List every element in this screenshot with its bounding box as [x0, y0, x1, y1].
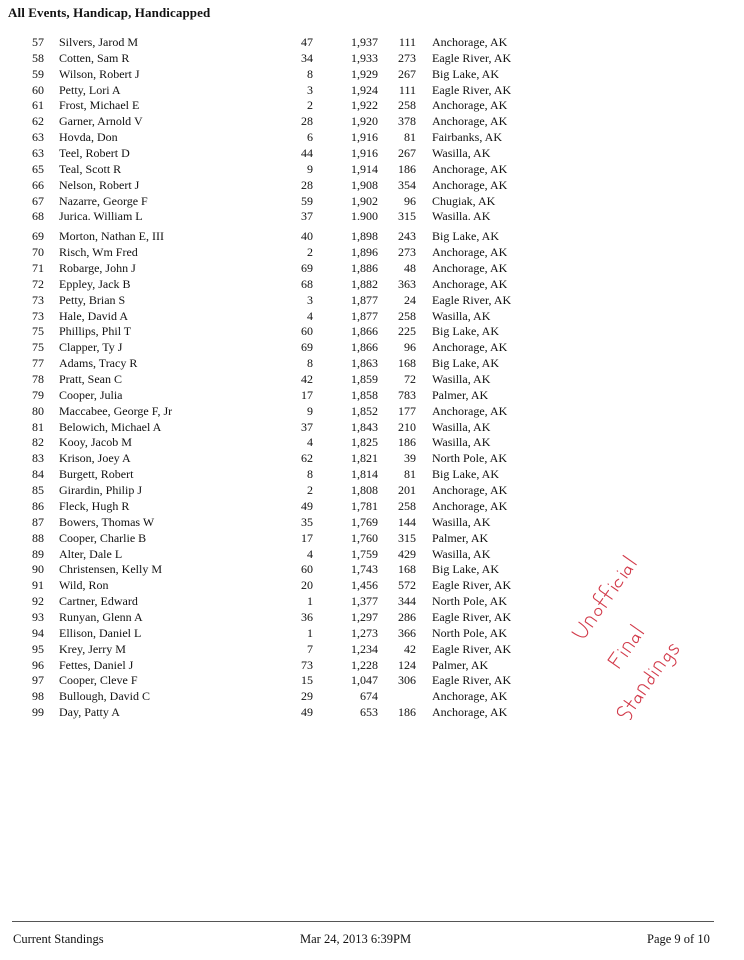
pins-cell: 1,859: [351, 372, 378, 387]
games-cell: 15: [301, 673, 313, 688]
pins-cell: 1,273: [351, 625, 378, 640]
games-cell: 60: [301, 562, 313, 577]
rank-cell: 87: [32, 514, 44, 529]
table-row: [0, 340, 744, 356]
table-row: [0, 467, 744, 483]
table-row: [0, 404, 744, 420]
hcp-cell: 267: [398, 146, 416, 161]
hcp-cell: 378: [398, 114, 416, 129]
name-cell: Hale, David A: [59, 308, 128, 323]
hcp-cell: 186: [398, 705, 416, 720]
pins-cell: 1,759: [351, 546, 378, 561]
hcp-cell: 39: [404, 451, 416, 466]
city-cell: Wasilla, AK: [432, 372, 491, 387]
city-cell: North Pole, AK: [432, 625, 507, 640]
games-cell: 9: [307, 403, 313, 418]
rank-cell: 63: [32, 146, 44, 161]
pins-cell: 1,916: [351, 130, 378, 145]
table-row: [0, 98, 744, 114]
city-cell: Eagle River, AK: [432, 641, 512, 656]
games-cell: 2: [307, 245, 313, 260]
table-row: [0, 324, 744, 340]
table-row: [0, 293, 744, 309]
name-cell: Nazarre, George F: [59, 193, 148, 208]
city-cell: Big Lake, AK: [432, 324, 499, 339]
name-cell: Krison, Joey A: [59, 451, 131, 466]
hcp-cell: 168: [398, 562, 416, 577]
city-cell: Wasilla. AK: [432, 209, 491, 224]
games-cell: 44: [301, 146, 313, 161]
city-cell: Wasilla, AK: [432, 546, 491, 561]
city-cell: Big Lake, AK: [432, 229, 499, 244]
name-cell: Belowich, Michael A: [59, 419, 162, 434]
games-cell: 1: [307, 625, 313, 640]
rank-cell: 57: [32, 35, 44, 49]
city-cell: Eagle River, AK: [432, 578, 512, 593]
hcp-cell: 81: [404, 130, 416, 145]
hcp-cell: 306: [398, 673, 416, 688]
name-cell: Petty, Lori A: [59, 82, 121, 97]
name-cell: Kooy, Jacob M: [59, 435, 132, 450]
rank-cell: 72: [32, 276, 44, 291]
hcp-cell: 144: [398, 514, 416, 529]
pins-cell: 1,808: [351, 483, 378, 498]
rank-cell: 93: [32, 609, 44, 624]
hcp-cell: 344: [398, 594, 416, 609]
pins-cell: 653: [360, 705, 378, 720]
name-cell: Petty, Brian S: [59, 292, 126, 307]
table-row: [0, 229, 744, 245]
rank-cell: 73: [32, 292, 44, 307]
city-cell: Anchorage, AK: [432, 340, 508, 355]
hcp-cell: 168: [398, 356, 416, 371]
pins-cell: 1,877: [351, 292, 378, 307]
games-cell: 29: [301, 689, 313, 704]
games-cell: 34: [301, 50, 313, 65]
hcp-cell: 273: [398, 50, 416, 65]
pins-cell: 674: [360, 689, 378, 704]
games-cell: 69: [301, 261, 313, 276]
name-cell: Robarge, John J: [59, 261, 136, 276]
footer-divider: [12, 921, 714, 922]
hcp-cell: 96: [404, 193, 416, 208]
handwritten-note: [568, 540, 718, 720]
rank-cell: 86: [32, 498, 44, 513]
table-row: [0, 420, 744, 436]
pins-cell: 1.900: [351, 209, 378, 224]
rank-cell: 73: [32, 308, 44, 323]
pins-cell: 1,886: [351, 261, 378, 276]
games-cell: 40: [301, 229, 313, 244]
table-row: [0, 209, 744, 225]
pins-cell: 1,866: [351, 324, 378, 339]
hcp-cell: 315: [398, 530, 416, 545]
pins-cell: 1,769: [351, 514, 378, 529]
name-cell: Cartner, Edward: [59, 594, 138, 609]
rank-cell: 85: [32, 483, 44, 498]
hcp-cell: 42: [404, 641, 416, 656]
rank-cell: 66: [32, 177, 44, 192]
hcp-cell: 225: [398, 324, 416, 339]
name-cell: Bowers, Thomas W: [59, 514, 155, 529]
table-row: [0, 83, 744, 99]
city-cell: Anchorage, AK: [432, 483, 508, 498]
rank-cell: 75: [32, 340, 44, 355]
hcp-cell: 210: [398, 419, 416, 434]
pins-cell: 1,228: [351, 657, 378, 672]
city-cell: Big Lake, AK: [432, 356, 499, 371]
games-cell: 47: [301, 35, 313, 49]
name-cell: Wild, Ron: [59, 578, 109, 593]
rank-cell: 78: [32, 372, 44, 387]
city-cell: Anchorage, AK: [432, 114, 508, 129]
name-cell: Jurica. William L: [59, 209, 143, 224]
rank-cell: 99: [32, 705, 44, 720]
table-row: [0, 178, 744, 194]
table-row: [0, 130, 744, 146]
games-cell: 60: [301, 324, 313, 339]
city-cell: Chugiak, AK: [432, 193, 496, 208]
rank-cell: 90: [32, 562, 44, 577]
games-cell: 1: [307, 594, 313, 609]
hcp-cell: 429: [398, 546, 416, 561]
hcp-cell: 258: [398, 308, 416, 323]
pins-cell: 1,047: [351, 673, 378, 688]
table-row: [0, 499, 744, 515]
rank-cell: 81: [32, 419, 44, 434]
games-cell: 7: [307, 641, 313, 656]
pins-cell: 1,456: [351, 578, 378, 593]
table-row: [0, 515, 744, 531]
games-cell: 36: [301, 609, 313, 624]
rank-cell: 84: [32, 467, 44, 482]
city-cell: Anchorage, AK: [432, 403, 508, 418]
name-cell: Frost, Michael E: [59, 98, 140, 113]
city-cell: Eagle River, AK: [432, 673, 512, 688]
rank-cell: 80: [32, 403, 44, 418]
table-row: [0, 114, 744, 130]
games-cell: 8: [307, 467, 313, 482]
games-cell: 4: [307, 435, 313, 450]
hcp-cell: 273: [398, 245, 416, 260]
table-row: [0, 194, 744, 210]
rank-cell: 61: [32, 98, 44, 113]
name-cell: Runyan, Glenn A: [59, 609, 143, 624]
hcp-cell: 258: [398, 98, 416, 113]
rank-cell: 63: [32, 130, 44, 145]
games-cell: 28: [301, 177, 313, 192]
city-cell: Wasilla, AK: [432, 419, 491, 434]
name-cell: Risch, Wm Fred: [59, 245, 138, 260]
hcp-cell: 72: [404, 372, 416, 387]
table-row: [0, 309, 744, 325]
games-cell: 28: [301, 114, 313, 129]
pins-cell: 1,914: [351, 161, 378, 176]
hcp-cell: 363: [398, 276, 416, 291]
games-cell: 4: [307, 308, 313, 323]
games-cell: 49: [301, 705, 313, 720]
city-cell: Anchorage, AK: [432, 245, 508, 260]
name-cell: Wilson, Robert J: [59, 66, 140, 81]
table-row: [0, 277, 744, 293]
hcp-cell: 186: [398, 435, 416, 450]
games-cell: 6: [307, 130, 313, 145]
city-cell: Anchorage, AK: [432, 705, 508, 720]
name-cell: Fettes, Daniel J: [59, 657, 134, 672]
city-cell: Eagle River, AK: [432, 82, 512, 97]
name-cell: Bullough, David C: [59, 689, 151, 704]
pins-cell: 1,882: [351, 276, 378, 291]
pins-cell: 1,814: [351, 467, 378, 482]
hcp-cell: 48: [404, 261, 416, 276]
games-cell: 37: [301, 209, 313, 224]
name-cell: Eppley, Jack B: [59, 276, 131, 291]
rank-cell: 77: [32, 356, 44, 371]
games-cell: 73: [301, 657, 313, 672]
hcp-cell: 243: [398, 229, 416, 244]
name-cell: Cooper, Cleve F: [59, 673, 138, 688]
hcp-cell: 258: [398, 498, 416, 513]
name-cell: Ellison, Daniel L: [59, 625, 142, 640]
table-row: [0, 146, 744, 162]
rank-cell: 82: [32, 435, 44, 450]
games-cell: 49: [301, 498, 313, 513]
city-cell: Wasilla, AK: [432, 514, 491, 529]
name-cell: Silvers, Jarod M: [59, 35, 138, 49]
hcp-cell: 286: [398, 609, 416, 624]
pins-cell: 1,234: [351, 641, 378, 656]
rank-cell: 60: [32, 82, 44, 97]
city-cell: Palmer, AK: [432, 387, 489, 402]
table-row: [0, 372, 744, 388]
city-cell: Anchorage, AK: [432, 35, 508, 49]
games-cell: 42: [301, 372, 313, 387]
table-row: [0, 261, 744, 277]
games-cell: 37: [301, 419, 313, 434]
pins-cell: 1,760: [351, 530, 378, 545]
rank-cell: 68: [32, 209, 44, 224]
rank-cell: 91: [32, 578, 44, 593]
pins-cell: 1,743: [351, 562, 378, 577]
name-cell: Krey, Jerry M: [59, 641, 126, 656]
table-row: [0, 245, 744, 261]
pins-cell: 1,922: [351, 98, 378, 113]
name-cell: Burgett, Robert: [59, 467, 134, 482]
city-cell: Anchorage, AK: [432, 161, 508, 176]
hcp-cell: 783: [398, 387, 416, 402]
footer-left: Current Standings: [13, 932, 104, 946]
hcp-cell: 354: [398, 177, 416, 192]
table-row: [0, 435, 744, 451]
city-cell: Wasilla, AK: [432, 146, 491, 161]
games-cell: 9: [307, 161, 313, 176]
hcp-cell: 366: [398, 625, 416, 640]
games-cell: 69: [301, 340, 313, 355]
name-cell: Fleck, Hugh R: [59, 498, 130, 513]
games-cell: 2: [307, 98, 313, 113]
pins-cell: 1,821: [351, 451, 378, 466]
name-cell: Adams, Tracy R: [59, 356, 138, 371]
pins-cell: 1,843: [351, 419, 378, 434]
games-cell: 3: [307, 292, 313, 307]
rank-cell: 98: [32, 689, 44, 704]
pins-cell: 1,933: [351, 50, 378, 65]
rank-cell: 88: [32, 530, 44, 545]
city-cell: Palmer, AK: [432, 530, 489, 545]
name-cell: Cooper, Julia: [59, 387, 123, 402]
table-row: [0, 356, 744, 372]
rank-cell: 89: [32, 546, 44, 561]
pins-cell: 1,852: [351, 403, 378, 418]
table-row: [0, 51, 744, 67]
city-cell: North Pole, AK: [432, 594, 507, 609]
hcp-cell: 124: [398, 657, 416, 672]
city-cell: Anchorage, AK: [432, 261, 508, 276]
rank-cell: 75: [32, 324, 44, 339]
pins-cell: 1,858: [351, 387, 378, 402]
name-cell: Cotten, Sam R: [59, 50, 130, 65]
name-cell: Day, Patty A: [59, 705, 120, 720]
hcp-cell: 81: [404, 467, 416, 482]
hcp-cell: 572: [398, 578, 416, 593]
pins-cell: 1,896: [351, 245, 378, 260]
city-cell: Anchorage, AK: [432, 177, 508, 192]
rank-cell: 96: [32, 657, 44, 672]
pins-cell: 1,902: [351, 193, 378, 208]
games-cell: 8: [307, 356, 313, 371]
name-cell: Pratt, Sean C: [59, 372, 122, 387]
pins-cell: 1,297: [351, 609, 378, 624]
hcp-cell: 201: [398, 483, 416, 498]
city-cell: Eagle River, AK: [432, 50, 512, 65]
footer-date: Mar 24, 2013 6:39PM: [300, 932, 412, 946]
name-cell: Morton, Nathan E, III: [59, 229, 164, 244]
city-cell: Big Lake, AK: [432, 467, 499, 482]
hcp-cell: 267: [398, 66, 416, 81]
rank-cell: 79: [32, 387, 44, 402]
city-cell: Wasilla, AK: [432, 435, 491, 450]
city-cell: Big Lake, AK: [432, 562, 499, 577]
rank-cell: 62: [32, 114, 44, 129]
pins-cell: 1,898: [351, 229, 378, 244]
rank-cell: 58: [32, 50, 44, 65]
pins-cell: 1,877: [351, 308, 378, 323]
name-cell: Teal, Scott R: [59, 161, 122, 176]
pins-cell: 1,866: [351, 340, 378, 355]
games-cell: 68: [301, 276, 313, 291]
rank-cell: 59: [32, 66, 44, 81]
rank-cell: 83: [32, 451, 44, 466]
city-cell: Wasilla, AK: [432, 308, 491, 323]
rank-cell: 69: [32, 229, 44, 244]
hcp-cell: 315: [398, 209, 416, 224]
name-cell: Teel, Robert D: [59, 146, 130, 161]
hcp-cell: 111: [398, 35, 416, 49]
city-cell: Eagle River, AK: [432, 292, 512, 307]
table-row: [0, 67, 744, 83]
name-cell: Garner, Arnold V: [59, 114, 143, 129]
rank-cell: 97: [32, 673, 44, 688]
rank-cell: 95: [32, 641, 44, 656]
hcp-cell: 177: [398, 403, 416, 418]
rank-cell: 70: [32, 245, 44, 260]
name-cell: Clapper, Ty J: [59, 340, 123, 355]
games-cell: 62: [301, 451, 313, 466]
pins-cell: 1,863: [351, 356, 378, 371]
city-cell: Big Lake, AK: [432, 66, 499, 81]
pins-cell: 1,908: [351, 177, 378, 192]
name-cell: Phillips, Phil T: [59, 324, 132, 339]
name-cell: Hovda, Don: [59, 130, 118, 145]
city-cell: Anchorage, AK: [432, 98, 508, 113]
city-cell: Palmer, AK: [432, 657, 489, 672]
city-cell: North Pole, AK: [432, 451, 507, 466]
name-cell: Cooper, Charlie B: [59, 530, 147, 545]
rank-cell: 71: [32, 261, 44, 276]
games-cell: 3: [307, 82, 313, 97]
name-cell: Alter, Dale L: [59, 546, 123, 561]
games-cell: 20: [301, 578, 313, 593]
games-cell: 4: [307, 546, 313, 561]
hcp-cell: 24: [404, 292, 416, 307]
pins-cell: 1,377: [351, 594, 378, 609]
pins-cell: 1,825: [351, 435, 378, 450]
games-cell: 17: [301, 530, 313, 545]
city-cell: Anchorage, AK: [432, 276, 508, 291]
games-cell: 35: [301, 514, 313, 529]
table-row: [0, 483, 744, 499]
hcp-cell: 96: [404, 340, 416, 355]
table-row: [0, 162, 744, 178]
city-cell: Fairbanks, AK: [432, 130, 502, 145]
rank-cell: 94: [32, 625, 44, 640]
footer-page: Page 9 of 10: [647, 932, 710, 946]
table-row: [0, 451, 744, 467]
name-cell: Nelson, Robert J: [59, 177, 140, 192]
pins-cell: 1,916: [351, 146, 378, 161]
rank-cell: 65: [32, 161, 44, 176]
hcp-cell: 186: [398, 161, 416, 176]
games-cell: 59: [301, 193, 313, 208]
table-row: [0, 388, 744, 404]
games-cell: 8: [307, 66, 313, 81]
table-row: [0, 35, 744, 51]
pins-cell: 1,920: [351, 114, 378, 129]
pins-cell: 1,924: [351, 82, 378, 97]
city-cell: Eagle River, AK: [432, 609, 512, 624]
pins-cell: 1,937: [351, 35, 378, 49]
rank-cell: 67: [32, 193, 44, 208]
city-cell: Anchorage, AK: [432, 498, 508, 513]
name-cell: Christensen, Kelly M: [59, 562, 162, 577]
city-cell: Anchorage, AK: [432, 689, 508, 704]
games-cell: 17: [301, 387, 313, 402]
hcp-cell: 111: [398, 82, 416, 97]
pins-cell: 1,781: [351, 498, 378, 513]
name-cell: Girardin, Philip J: [59, 483, 142, 498]
page-title: All Events, Handicap, Handicapped: [8, 5, 211, 20]
pins-cell: 1,929: [351, 66, 378, 81]
name-cell: Maccabee, George F, Jr: [59, 403, 173, 418]
rank-cell: 92: [32, 594, 44, 609]
games-cell: 2: [307, 483, 313, 498]
